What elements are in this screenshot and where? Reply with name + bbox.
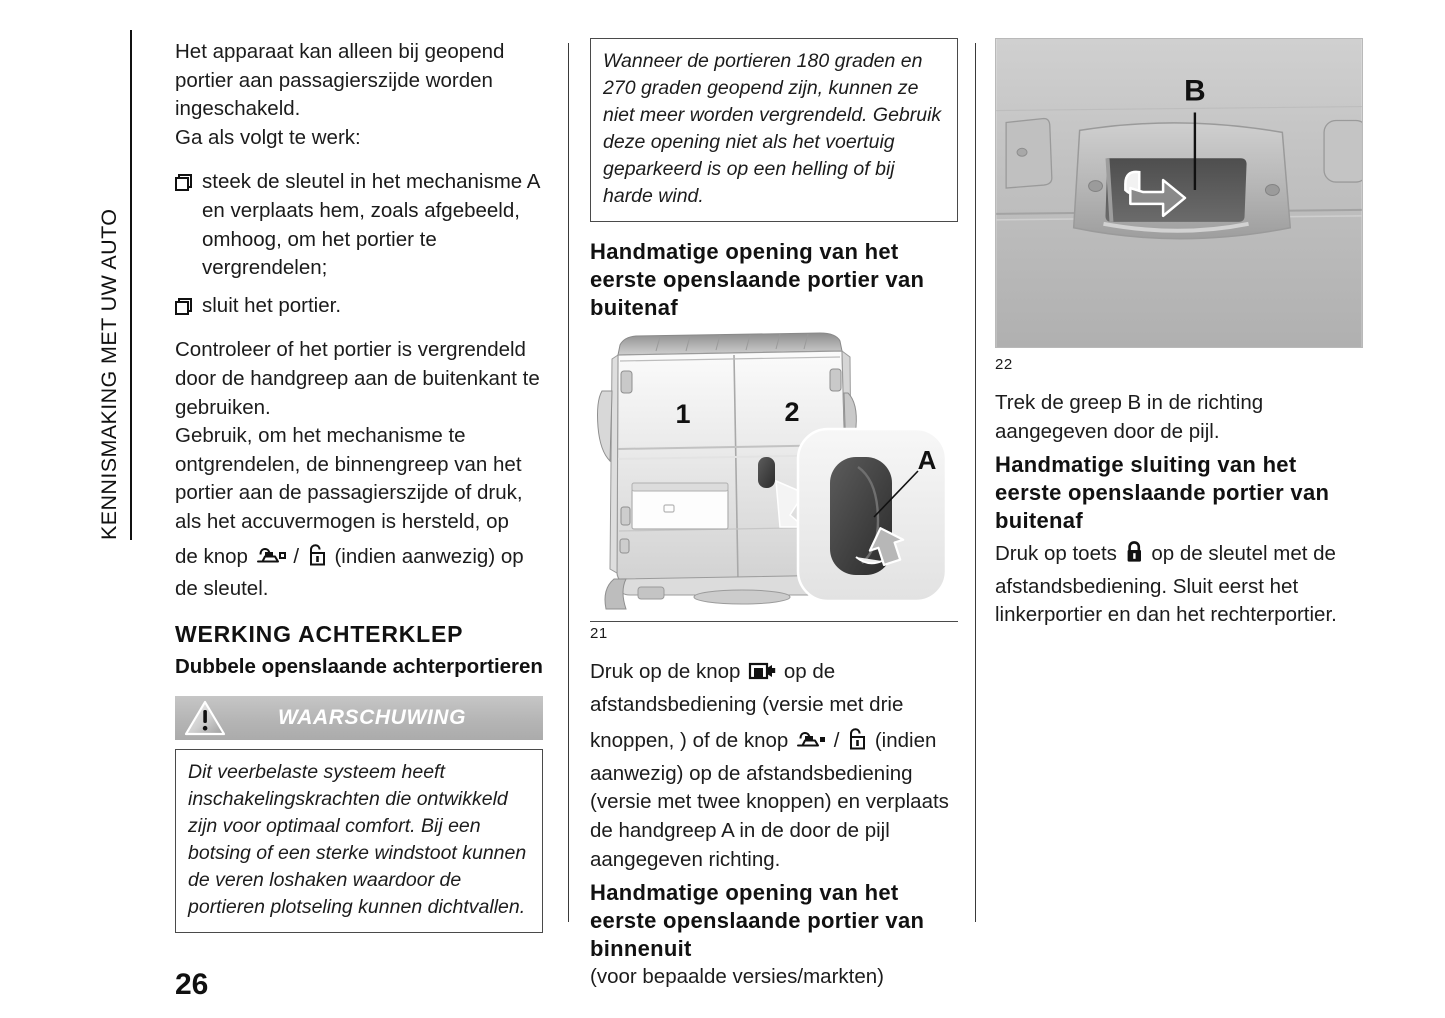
door-label-left: 1	[675, 399, 691, 429]
intro-paragraph: Het apparaat kan alleen bij geopend portier aan passagierszijde worden ingeschakeld.	[175, 40, 505, 121]
column-1	[175, 38, 543, 933]
unlock-paragraph-separator: /	[293, 544, 300, 568]
list-item-label: steek de sleutel in het mechanisme A en verplaats hem, zoals afgebeeld, omhoog, om het portier te vergrendelen;	[202, 170, 540, 280]
spacer	[175, 320, 543, 336]
van-rear-illustration	[590, 331, 958, 613]
spacer	[995, 373, 1363, 389]
car-unlock-icon	[796, 729, 826, 760]
versions-note: (voor bepaalde versies/markten)	[590, 965, 884, 989]
page-number: 26	[175, 968, 209, 1001]
figure-door-handle	[995, 38, 1363, 373]
lock-key-paragraph	[995, 540, 1363, 630]
spacer	[590, 222, 958, 238]
remote-paragraph-line-2	[590, 727, 958, 874]
spacer	[175, 604, 543, 620]
unlock-paragraph-tail: (indien aanwezig) op de sleutel.	[175, 544, 524, 601]
remote-paragraph-tail: op de afstandsbediening (versie met drie	[590, 660, 904, 716]
unlock-paragraph-lead: de knop	[175, 544, 248, 568]
unlock-paragraph-part-2	[175, 543, 543, 604]
intro-paragraph-2: Ga als volgt te werk:	[175, 125, 361, 149]
spacer	[175, 680, 543, 696]
list-item	[175, 292, 543, 321]
warning-triangle-icon	[183, 699, 227, 737]
check-paragraph: Controleer of het portier is vergrendeld door de handgreep aan de buitenkant te gebruiken.	[175, 338, 540, 419]
column-3	[995, 38, 1363, 630]
callout-label-a: A	[917, 445, 937, 475]
figure-caption: 21	[590, 625, 608, 642]
pull-handle-paragraph: Trek de greep B in de richting aangegeven door de pijl.	[995, 391, 1264, 443]
unlock-paragraph-part-1: Gebruik, om het mechanisme te ontgrendelen, de binnengreep van het portier aan de passagierszijde of druk, als het accuvermogen is hersteld, op	[175, 424, 523, 533]
remote-paragraph-2-separator: /	[833, 729, 840, 753]
figure-van-rear	[590, 331, 958, 642]
figure-caption: 22	[995, 356, 1013, 373]
warning-text-box	[175, 749, 543, 933]
section-heading-rear-door: WERKING ACHTERKLEP	[175, 620, 464, 647]
spacer	[590, 322, 958, 331]
remote-paragraph-2-tail: (indien aanwezig) op de afstandsbediening (versie met twee knoppen) en verplaats de handgreep A in de door de pijl aangegeven richting.	[590, 729, 949, 871]
square-bullet-icon	[175, 298, 194, 317]
column-divider-2	[975, 43, 976, 922]
lock-key-paragraph-tail: op de sleutel met de afstandsbediening. Sluit eerst het linkerportier en dan het rechterportier.	[995, 542, 1337, 627]
chapter-tab	[86, 30, 132, 540]
note-box-door-angles	[590, 38, 958, 222]
padlock-open-icon	[307, 543, 327, 576]
square-bullet-icon	[175, 174, 194, 193]
spacer	[175, 152, 543, 168]
lock-key-paragraph-lead: Druk op toets	[995, 542, 1117, 566]
column-divider-1	[568, 43, 569, 922]
remote-paragraph-lead: Druk op de knop	[590, 660, 741, 683]
spacer	[175, 740, 543, 749]
section-heading-manual-open-outside: Handmatige opening van het eerste openslaande portier van buitenaf	[590, 239, 925, 320]
column-2	[590, 38, 958, 992]
subsection-heading-double-doors: Dubbele openslaande achterportieren	[175, 654, 543, 678]
handle-label-b: B	[1184, 74, 1206, 108]
cargo-door-icon	[748, 660, 776, 691]
list-item	[175, 168, 543, 282]
figure-rule	[590, 621, 958, 622]
warning-banner	[175, 696, 543, 740]
note-box-text: Wanneer de portieren 180 graden en 270 graden geopend zijn, kunnen ze niet meer worden vergrendeld. Gebruik deze opening niet als het voertuig geparkeerd is op een helling of bij harde wind.	[603, 50, 942, 207]
door-handle-illustration	[995, 38, 1363, 348]
section-heading-manual-open-inside: Handmatige opening van het eerste openslaande portier van binnenuit	[590, 880, 925, 962]
spacer	[175, 283, 543, 292]
door-label-right: 2	[784, 397, 800, 427]
warning-banner-title: WAARSCHUWING	[277, 705, 467, 729]
padlock-closed-icon	[1125, 540, 1144, 573]
car-unlock-icon	[256, 545, 286, 576]
remote-paragraph-line-1	[590, 658, 958, 719]
section-heading-manual-close-outside: Handmatige sluiting van het eerste openslaande portier van buitenaf	[995, 452, 1330, 534]
remote-paragraph-2-lead: knoppen, ) of de knop	[590, 729, 789, 753]
warning-body-text: Dit veerbelaste systeem heeft inschakelingskrachten die ontwikkeld zijn voor optimaal comfort. Bij een botsing of een sterke windstoot kunnen de veren loshaken waardoor de portieren plotseling kunnen dichtvallen.	[188, 760, 527, 918]
padlock-open-icon	[847, 727, 867, 760]
spacer	[590, 642, 958, 658]
list-item-label: sluit het portier.	[202, 293, 342, 317]
chapter-tab-label: KENNISMAKING MET UW AUTO	[96, 208, 121, 540]
